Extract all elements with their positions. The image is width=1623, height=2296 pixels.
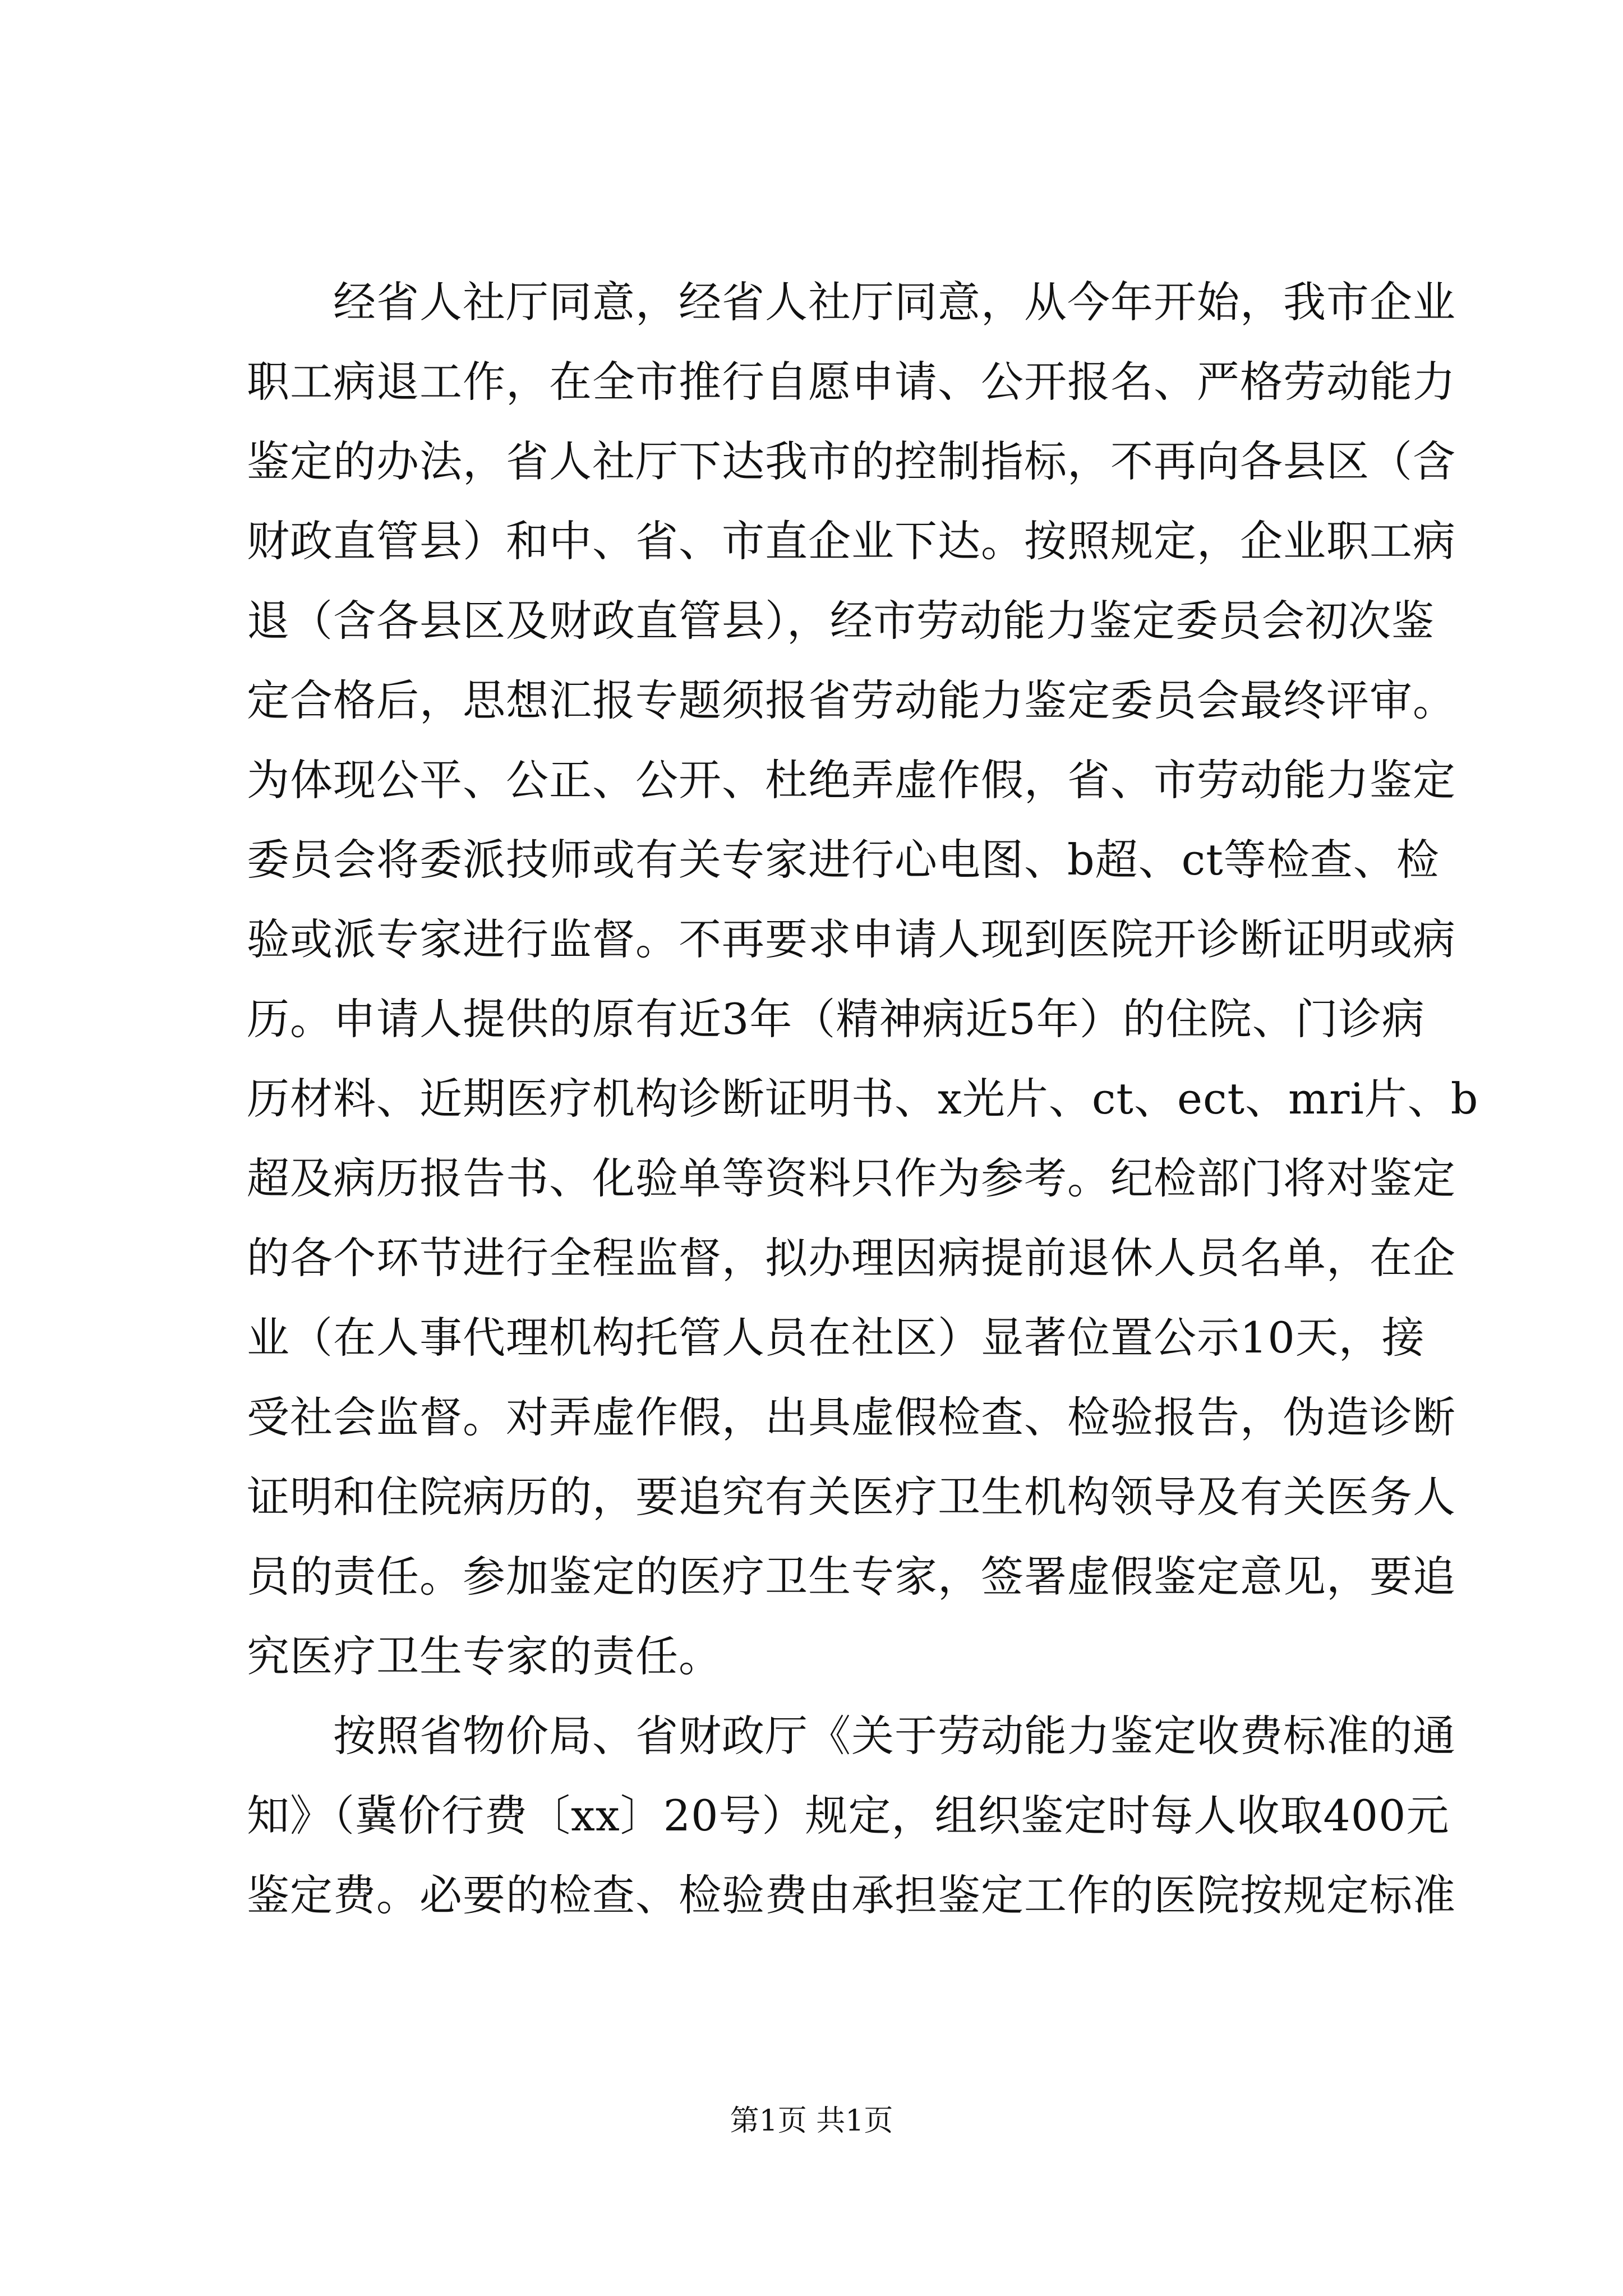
- text-line: 超及病历报告书、化验单等资料只作为参考。纪检部门将对鉴定: [247, 1153, 1456, 1203]
- text-line: 鉴定的办法，省人社厅下达我市的控制指标，不再向各县区（含: [247, 436, 1456, 486]
- text-line: 历材料、近期医疗机构诊断证明书、x光片、ct、ect、mri片、b: [247, 1074, 1479, 1124]
- text-line: 的各个环节进行全程监督，拟办理因病提前退休人员名单，在企: [247, 1233, 1456, 1283]
- text-line: 业（在人事代理机构托管人员在社区）显著位置公示10天，接: [247, 1313, 1425, 1363]
- text-line: 历。申请人提供的原有近3年（精神病近5年）的住院、门诊病: [247, 994, 1425, 1044]
- text-line: 究医疗卫生专家的责任。: [247, 1631, 722, 1681]
- text-line: 验或派专家进行监督。不再要求申请人现到医院开诊断证明或病: [247, 914, 1456, 964]
- text-line: 为体现公平、公正、公开、杜绝弄虚作假，省、市劳动能力鉴定: [247, 755, 1456, 805]
- text-line: 定合格后，思想汇报专题须报省劳动能力鉴定委员会最终评审。: [247, 675, 1456, 725]
- text-line: 知》（冀价行费〔xx〕20号）规定，组织鉴定时每人收取400元: [247, 1791, 1450, 1841]
- text-line: 职工病退工作，在全市推行自愿申请、公开报名、严格劳动能力: [247, 357, 1456, 407]
- text-line: 受社会监督。对弄虚作假，出具虚假检查、检验报告，伪造诊断: [247, 1392, 1456, 1442]
- text-line: 按照省物价局、省财政厅《关于劳动能力鉴定收费标准的通: [247, 1711, 1456, 1761]
- text-line: 鉴定费。必要的检查、检验费由承担鉴定工作的医院按规定标准: [247, 1870, 1456, 1920]
- text-line: 委员会将委派技师或有关专家进行心电图、b超、ct等检查、检: [247, 835, 1440, 885]
- page-number-footer: 第1页 共1页: [730, 2104, 893, 2138]
- text-line: 员的责任。参加鉴定的医疗卫生专家，签署虚假鉴定意见，要追: [247, 1552, 1456, 1602]
- text-line: 退（含各县区及财政直管县），经市劳动能力鉴定委员会初次鉴: [247, 596, 1435, 646]
- text-line: 经省人社厅同意，经省人社厅同意，从今年开始，我市企业: [247, 277, 1456, 327]
- text-line: 证明和住院病历的，要追究有关医疗卫生机构领导及有关医务人: [247, 1472, 1456, 1522]
- text-line: 财政直管县）和中、省、市直企业下达。按照规定，企业职工病: [247, 516, 1456, 566]
- document-body: [247, 263, 1479, 1935]
